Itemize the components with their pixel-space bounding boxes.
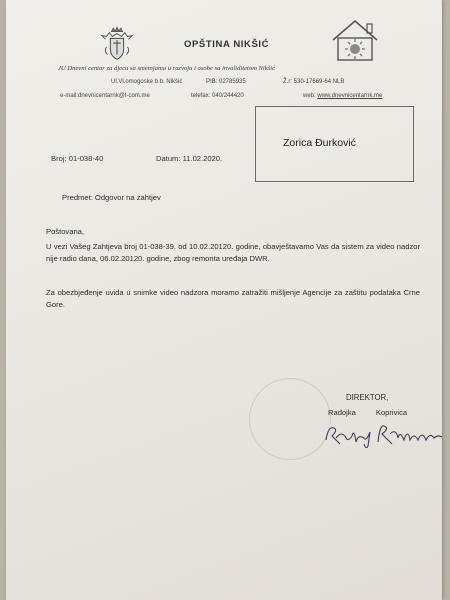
body-paragraph: Za obezbjeđenje uvida u snimke video nadzora moramo zatražiti mišljenje Agencije za zaštitu podataka Crne Gore.: [46, 288, 420, 309]
website-link[interactable]: www.dnevnicentarnk.me: [317, 93, 383, 99]
letter-page: [6, 0, 442, 600]
email-text: e-mail:dnevnicentarnk@t-com.me: [60, 93, 150, 99]
municipality-title: OPŠTINA NIKŠIĆ: [184, 39, 270, 50]
handwritten-signature: [320, 420, 442, 450]
bank-account-text: Ž.r: 530-17669-64 NLB: [283, 79, 345, 85]
website-label: web:: [303, 93, 316, 99]
house-sun-logo-icon: [329, 18, 381, 64]
reference-number: Broj: 01-038-40: [51, 154, 104, 163]
letter-date: Datum: 11.02.2020.: [156, 154, 223, 163]
coat-of-arms-icon: [98, 26, 136, 64]
pib-text: PIB: 02785935: [206, 79, 246, 85]
body-paragraph: U vezi Vašeg Zahtjeva broj 01-038-39. od 10.02.20120. godine, obavještavamo Vas da sistem za video nadzor nije radio dana, 06.02.20120. godine, zbog remonta uređaja DWR.: [46, 242, 420, 263]
institution-name: JU Dnevni centar za djecu sa smetnjama u razvoju i osobe sa invaliditetom Nikšić: [58, 65, 276, 72]
website: [303, 93, 382, 99]
director-title: DIREKTOR,: [346, 393, 389, 402]
subject-line: Predmet: Odgovor na zahtjev: [62, 193, 161, 202]
director-first-name: Radojka: [328, 408, 356, 417]
faded-stamp: [249, 378, 331, 460]
greeting: Poštovana,: [46, 227, 84, 236]
address-text: Ul.Vl.omogoske b.b. Nikšić: [111, 79, 183, 85]
phone-text: telefax: 040/244420: [191, 93, 244, 99]
recipient-name: Zorica Đurković: [283, 137, 356, 149]
director-last-name: Koprivica: [375, 408, 408, 417]
director-name: [328, 408, 407, 417]
